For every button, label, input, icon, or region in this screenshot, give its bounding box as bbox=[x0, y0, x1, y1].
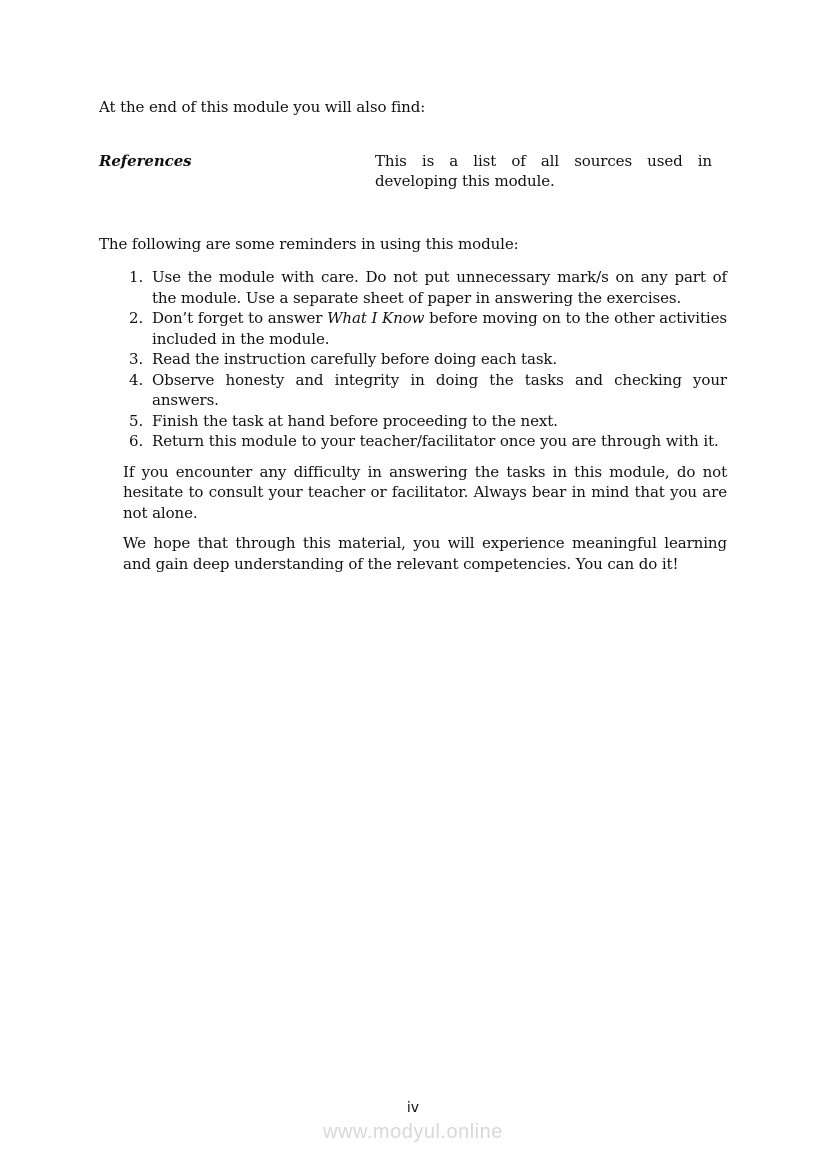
list-item-number: 2. bbox=[129, 309, 144, 327]
references-row bbox=[99, 151, 727, 192]
list-item-text: Return this module to your teacher/facilitator once you are through with it. bbox=[152, 432, 719, 450]
list-item-number: 1. bbox=[129, 268, 144, 286]
list-item bbox=[99, 370, 727, 411]
list-item-text: Finish the task at hand before proceeding to the next. bbox=[152, 411, 558, 430]
paragraph: If you encounter any difficulty in answering the tasks in this module, do not hesitate to consult your teacher or facilitator. Always bear in mind that you are not alone. bbox=[123, 462, 727, 522]
list-item bbox=[99, 349, 727, 370]
page-content bbox=[99, 97, 727, 574]
list-item-text: Use the module with care. Do not put unnecessary mark/s on any part of the module. Use a separate sheet of paper in answering the exercises. bbox=[152, 268, 727, 307]
list-item-text-segment: Don’t forget to answer bbox=[152, 309, 328, 327]
reminders-heading: The following are some reminders in using this module: bbox=[99, 234, 519, 253]
list-item-number: 6. bbox=[129, 432, 144, 450]
list-item-text bbox=[152, 309, 727, 348]
reminders-list bbox=[99, 267, 727, 452]
list-item bbox=[99, 431, 727, 452]
list-item-number: 3. bbox=[129, 350, 144, 368]
paragraph: We hope that through this material, you will experience meaningful learning and gain deep understanding of the relevant competencies. You can do it! bbox=[123, 534, 727, 573]
watermark-text: www.modyul.online bbox=[323, 1121, 503, 1143]
list-item-number: 4. bbox=[129, 370, 144, 389]
intro-text: At the end of this module you will also find: bbox=[99, 98, 426, 116]
list-item-text: Observe honesty and integrity in doing the tasks and checking your answers. bbox=[152, 370, 727, 409]
italic-phrase: What I Know bbox=[327, 309, 425, 327]
list-item bbox=[99, 267, 727, 308]
page-number: iv bbox=[406, 1100, 420, 1116]
list-item-text-segment: before moving on to the other activities included in the module. bbox=[152, 309, 727, 348]
list-item bbox=[99, 308, 727, 349]
list-item-number: 5. bbox=[129, 411, 144, 430]
list-item bbox=[99, 411, 727, 432]
references-label: References bbox=[99, 151, 192, 170]
references-description: This is a list of all sources used in developing this module. bbox=[375, 151, 712, 190]
list-item-text: Read the instruction carefully before doing each task. bbox=[152, 350, 558, 368]
